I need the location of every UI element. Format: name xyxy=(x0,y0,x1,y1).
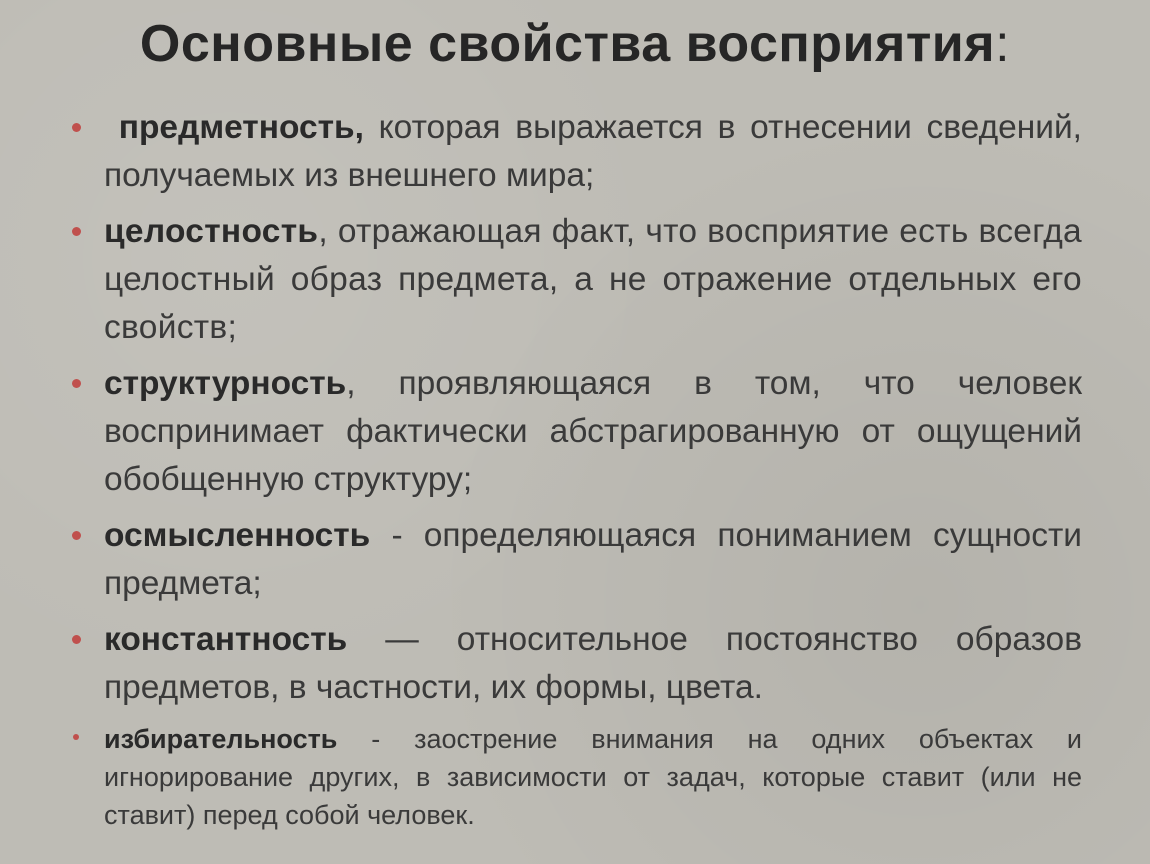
item-text: — относительное постоянство образов предметов, в частности, их формы, цвета. xyxy=(104,621,1082,706)
item-term: целостность xyxy=(104,213,319,250)
item-term: избирательность xyxy=(104,724,338,754)
list-item-konstantnost xyxy=(72,616,1082,712)
list-item-predmetnost xyxy=(72,104,1082,200)
slide-title-text: Основные свойства восприятия xyxy=(139,15,996,73)
item-term: предметность, xyxy=(118,109,364,146)
list-item-strukturnost xyxy=(72,360,1082,504)
bullet-icon xyxy=(72,531,81,540)
bullet-icon xyxy=(72,379,81,388)
list-item-tselostnost xyxy=(72,208,1082,352)
item-text: - заострение внимания на одних объектах и игнорирование других, в зависимости от задач, которые ставит (или не ставит) перед собой человек. xyxy=(104,724,1082,830)
properties-list xyxy=(72,104,1082,842)
list-item-osmyslennost xyxy=(72,512,1082,608)
bullet-icon xyxy=(73,734,79,740)
list-item-izbiratelnost xyxy=(72,720,1082,834)
bullet-icon xyxy=(72,635,81,644)
item-text: , отражающая факт, что восприятие есть всегда целостный образ предмета, а не отражение отдельных его свойств; xyxy=(104,213,1082,346)
slide-title xyxy=(0,14,1150,74)
bullet-icon xyxy=(72,123,81,132)
item-text: , проявляющаяся в том, что человек воспринимает фактически абстрагированную от ощущений обобщенную структуру; xyxy=(104,365,1082,498)
item-term: осмысленность xyxy=(104,517,371,554)
item-term: константность xyxy=(104,621,348,658)
item-term: структурность xyxy=(104,365,347,402)
bullet-icon xyxy=(72,227,81,236)
item-text: которая выражается в отнесении сведений, получаемых из внешнего мира; xyxy=(104,109,1082,194)
slide-title-colon: : xyxy=(995,15,1011,73)
item-text: - определяющаяся пониманием сущности предмета; xyxy=(104,517,1082,602)
